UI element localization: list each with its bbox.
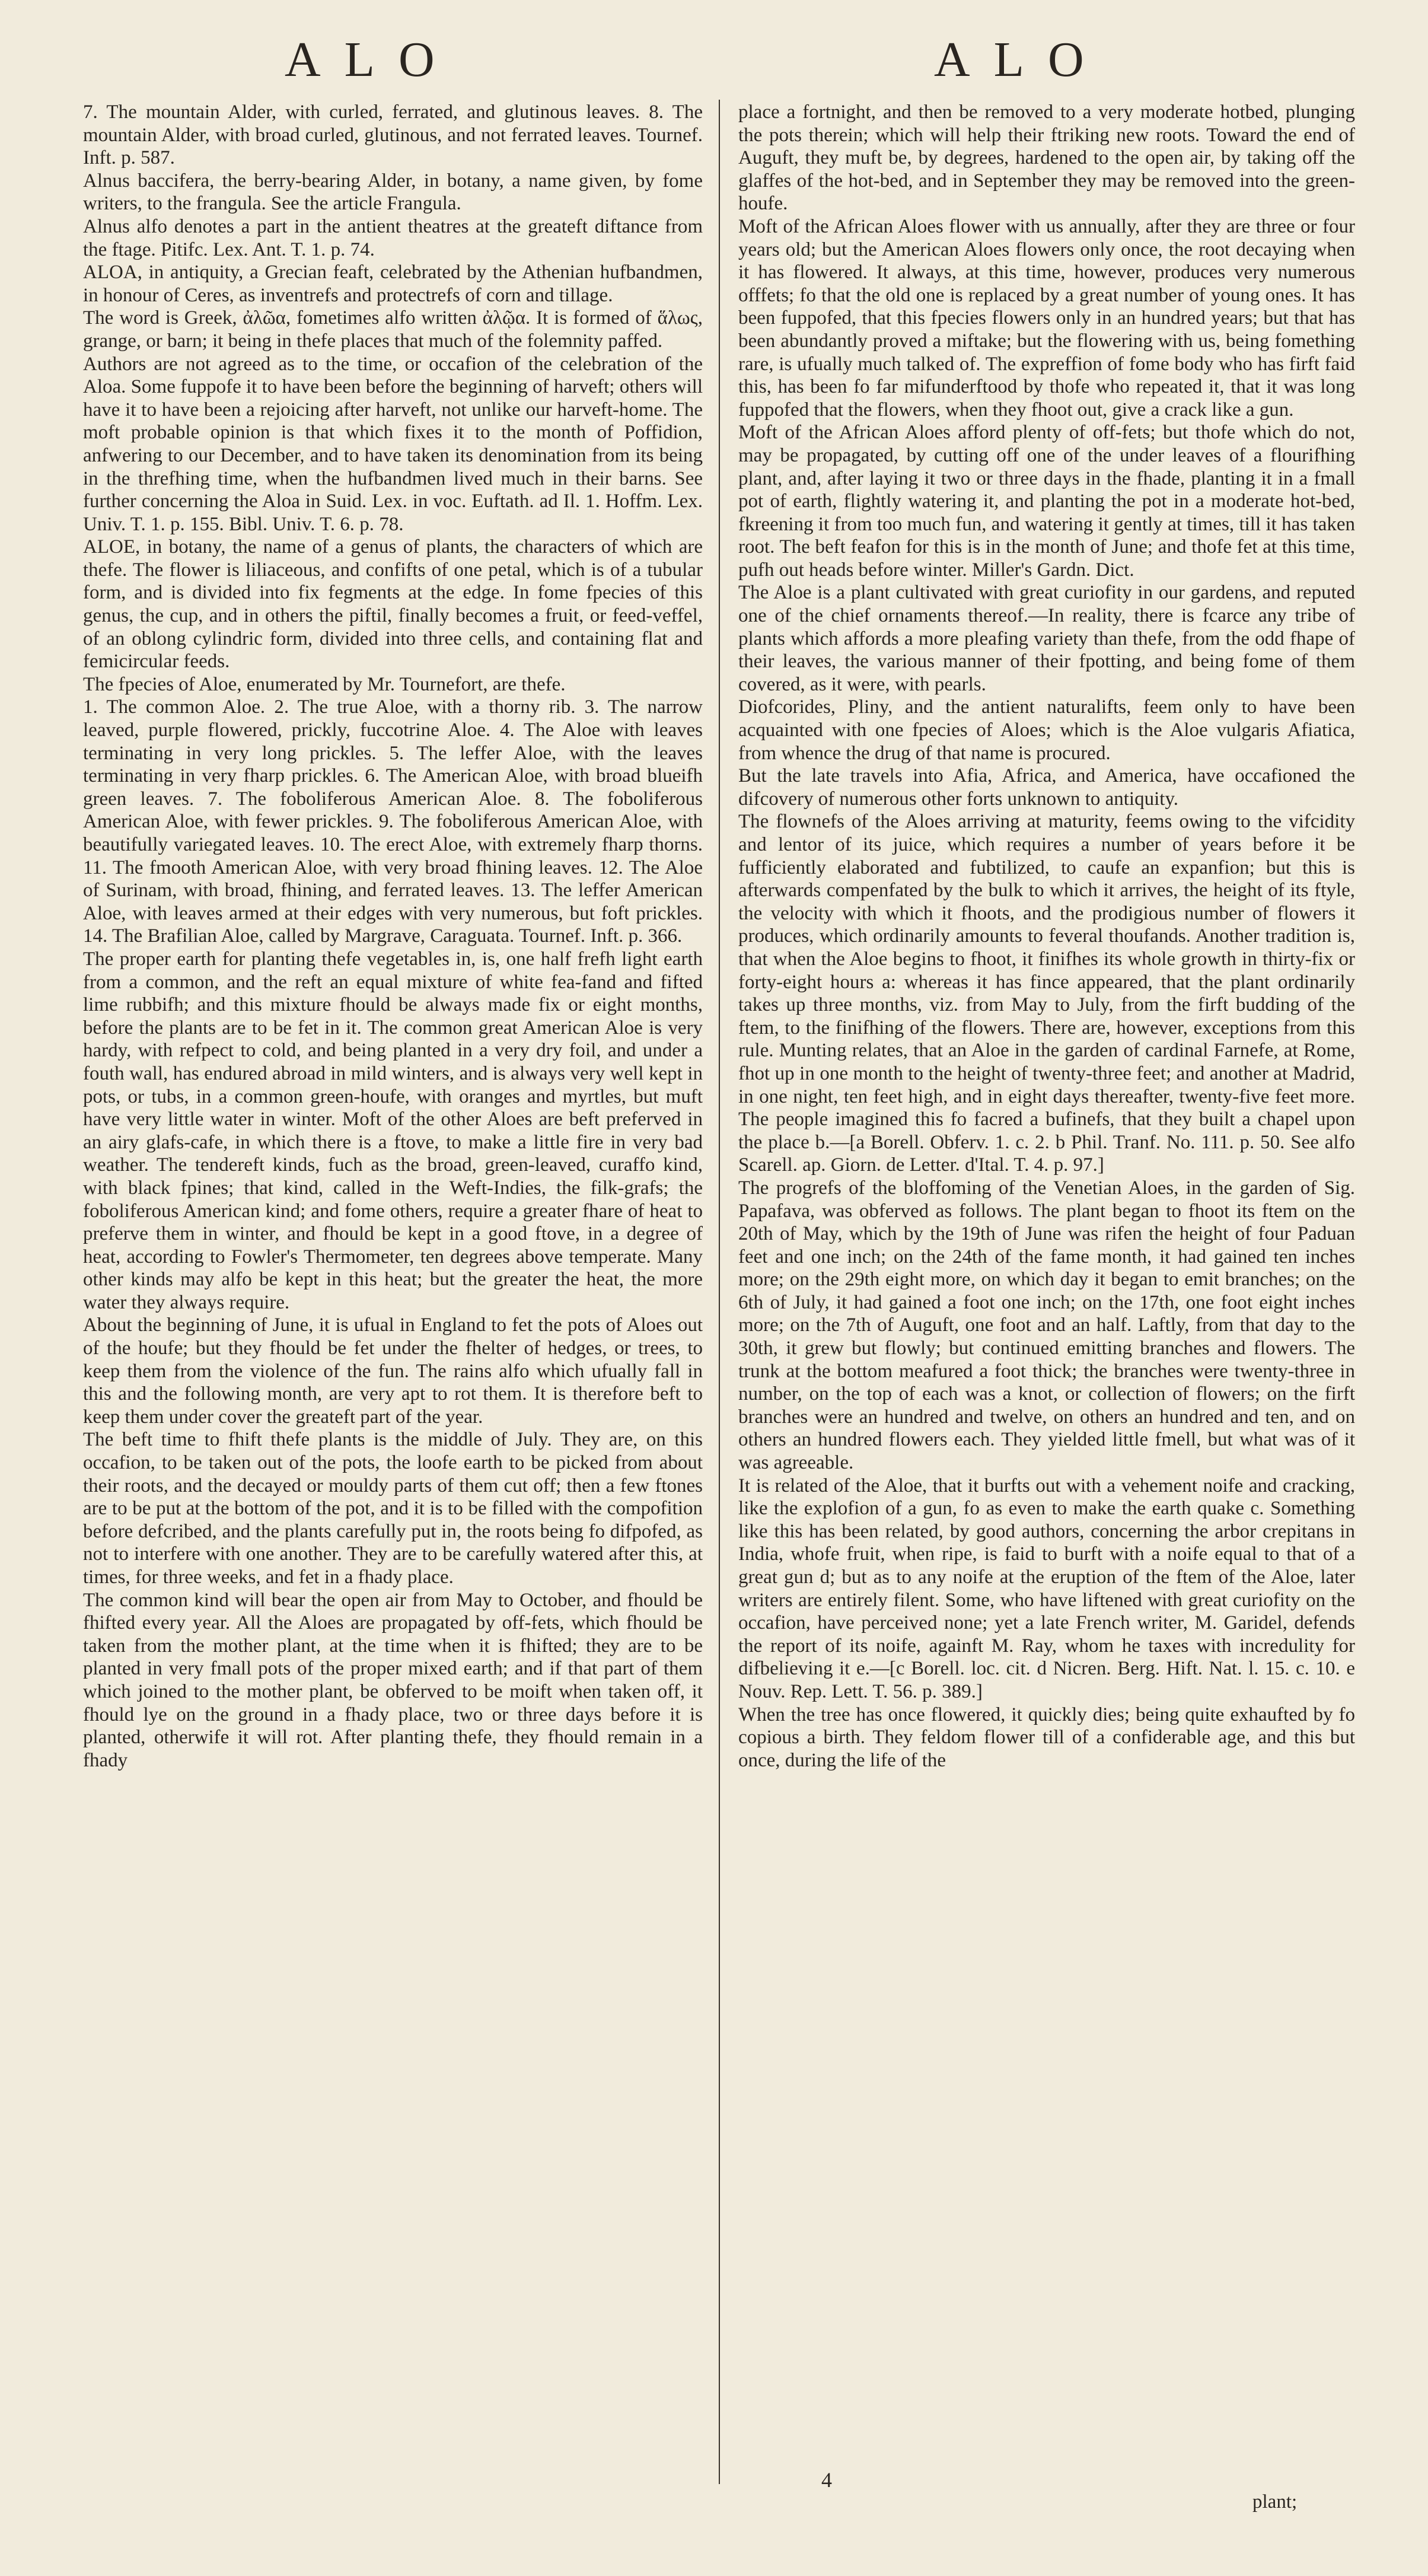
paragraph: Diofcorides, Pliny, and the antient naturalifts, feem only to have been acquainted with one fpecies of Aloes; which is the Aloe vulgaris Afiatica, from whence the drug of that name is procured. [738,696,1355,764]
paragraph: But the late travels into Afia, Africa, and America, have occafioned the difcovery of numerous other forts unknown to antiquity. [738,765,1355,810]
paragraph: ALOE, in botany, the name of a genus of plants, the characters of which are thefe. The flower is liliaceous, and confifts of one petal, which is of a tubular form, and is divided into fix fegments at the edge. In fome fpecies of this genus, the cup, and in others the piftil, finally becomes a fruit, or feed-veffel, of an oblong cylindric form, divided into three cells, and containing flat and femicircular feeds. [83,536,703,673]
paragraph: The fpecies of Aloe, enumerated by Mr. Tournefort, are thefe. [83,673,566,695]
running-head-left: ALO [285,32,458,87]
paragraph: The progrefs of the bloffoming of the Venetian Aloes, in the garden of Sig. Papafava, was obferved as follows. The plant began to fhoot its ftem on the 20th of May, which by the 19th of June was rifen the height of four Paduan feet and one inch; on the 24th of the fame month, it had gained ten inches more; on the 29th eight more, on which day it began to emit branches; on the 6th of July, it had gained a foot one inch; on the 17th, one foot eight inches more; on the 7th of Auguft, one foot and an half. Laftly, from that day to the 30th, it grew but flowly; but continued emitting branches and flowers. The trunk at the bottom meafured a foot thick; the branches were twenty-three in number, on the top of each was a knot, or collection of flowers; on the firft branches were an hundred and twelve, on others an hundred and ten, and on others an hundred flowers each. They yielded little fmell, but what was of it was agreeable. [738,1177,1355,1474]
paragraph: It is related of the Aloe, that it burfts out with a vehement noife and cracking, like the explofion of a gun, fo as even to make the earth quake c. Something like this has been related, by good authors, concerning the arbor crepitans in India, whofe fruit, when ripe, is faid to burft with a noife equal to that of a great gun d; but as to any noife at the eruption of the ftem of the Aloe, later writers are entirely filent. Some, who have liftened with great curiofity on the occafion, have perceived none; yet a late French writer, M. Garidel, defends the report of its noife, againft M. Ray, whom he taxes with incredulity for difbelieving it e.—[c Borell. loc. cit. d Nicren. Berg. Hift. Nat. l. 15. c. 10. e Nouv. Rep. Lett. T. 56. p. 389.] [738,1475,1355,1702]
paragraph: 1. The common Aloe. 2. The true Aloe, with a thorny rib. 3. The narrow leaved, purple flowered, prickly, fuccotrine Aloe. 4. The Aloe with leaves terminating in very long prickles. 5. The leffer Aloe, with the leaves terminating in very fharp prickles. 6. The American Aloe, with broad blueifh green leaves. 7. The foboliferous American Aloe. 8. The foboliferous American Aloe, with fewer prickles. 9. The foboliferous American Aloe, with beautifully variegated leaves. 10. The erect Aloe, with extremely fharp thorns. 11. The fmooth American Aloe, with very broad fhining leaves. 12. The Aloe of Surinam, with broad, fhining, and ferrated leaves. 13. The leffer American Aloe, with leaves armed at their edges with very numerous, but foft prickles. 14. The Brafilian Aloe, called by Margrave, Caraguata. Tournef. Inft. p. 366. [83,696,703,947]
paragraph: When the tree has once flowered, it quickly dies; being quite exhaufted by fo copious a birth. They feldom flower till of a confiderable age, and this but once, during the life of the [738,1703,1355,1771]
left-column [83,101,703,1772]
paragraph: About the beginning of June, it is ufual in England to fet the pots of Aloes out of the houfe; but they fhould be fet under the fhelter of hedges, or trees, to keep them from the violence of the fun. The rains alfo which ufually fall in this and the following month, are very apt to rot them. It is therefore beft to keep them under cover the greateft part of the year. [83,1314,703,1428]
running-head-right: ALO [934,32,1108,87]
paragraph: Authors are not agreed as to the time, or occafion of the celebration of the Aloa. Some fuppofe it to have been before the beginning of harveft; others will have it to have been a rejoicing after harveft, not unlike our harveft-home. The moft probable opinion is that which fixes it to the month of Poffidion, anfwering to our December, and to have taken its denomination from its being in the threfhing time, when the hufbandmen lived much in their barns. See further concerning the Aloa in Suid. Lex. in voc. Euftath. ad Il. 1. Hoffm. Lex. Univ. T. 1. p. 155. Bibl. Univ. T. 6. p. 78. [83,353,703,535]
paragraph: The beft time to fhift thefe plants is the middle of July. They are, on this occafion, to be taken out of the pots, the loofe earth to be picked from about their roots, and the decayed or mouldy parts of them cut off; then a few ftones are to be put at the bottom of the pot, and it is to be filled with the compofition before defcribed, and the plants carefully put in, the roots being fo difpofed, as not to interfere with one another. They are to be carefully watered after this, at times, for three weeks, and fet in a fhady place. [83,1429,703,1588]
paragraph: Alnus alfo denotes a part in the antient theatres at the greateft diftance from the ftage. Pitifc. Lex. Ant. T. 1. p. 74. [83,215,703,260]
page-number: 4 [821,2468,832,2492]
paragraph: The proper earth for planting thefe vegetables in, is, one half frefh light earth from a common, and the reft an equal mixture of white fea-fand and fifted lime rubbifh; and this mixture fhould be always made fix or eight months, before the plants are to be fet in it. The common great American Aloe is very hardy, with refpect to cold, and being planted in a very dry foil, and under a fouth wall, has endured abroad in mild winters, and is always very well kept in pots, or tubs, in a common green-houfe, with oranges and myrtles, but muft have very little water in winter. Moft of the other Aloes are beft preferved in an airy glafs-cafe, in which there is a ftove, to make a little fire in very bad weather. The tendereft kinds, fuch as the broad, green-leaved, curaffo kind, with black fpines; that kind, called in the Weft-Indies, the filk-grafs; the foboliferous American kind; and fome others, require a greater fhare of heat to preferve them in winter, and fhould be kept in a good ftove, in a degree of heat, according to Fowler's Thermometer, ten degrees above temperate. Many other kinds may alfo be kept in this heat; but the greater the heat, the more water they always require. [83,948,703,1313]
paragraph: The word is Greek, ἀλῶα, fometimes alfo written ἀλῷα. It is formed of ἅλως, grange, or barn; it being in thefe places that much of the folemnity paffed. [83,307,703,352]
paragraph: The common kind will bear the open air from May to October, and fhould be fhifted every year. All the Aloes are propagated by off-fets, which fhould be taken from the mother plant, at the time when it is fhifted; they are to be planted in very fmall pots of the proper mixed earth; and if that part of them which joined to the mother plant, be obferved to be moift when taken off, it fhould lye on the ground in a fhady place, two or three days before it is planted, otherwife it will rot. After planting thefe, they fhould remain in a fhady [83,1589,703,1771]
paragraph: Moft of the African Aloes afford plenty of off-fets; but thofe which do not, may be propagated, by cutting off one of the under leaves of a flourifhing plant, and, after laying it two or three days in the fhade, planting it in a fmall pot of earth, flightly watering it, and planting the pot in a moderate hot-bed, fkreening it from too much fun, and watering it gently at times, till it has taken root. The beft feafon for this is in the month of June; and thofe fet at this time, pufh out heads before winter. Miller's Gardn. Dict. [738,422,1355,581]
paragraph: 7. The mountain Alder, with curled, ferrated, and glutinous leaves. 8. The mountain Alder, with broad curled, glutinous, and not ferrated leaves. Tournef. Inft. p. 587. [83,101,703,169]
column-divider [719,100,720,2484]
paragraph: Alnus baccifera, the berry-bearing Alder, in botany, a name given, by fome writers, to the frangula. See the article Frangula. [83,170,703,215]
catchword: plant; [1252,2491,1298,2513]
right-column [738,101,1355,1772]
paragraph: ALOA, in antiquity, a Grecian feaft, celebrated by the Athenian hufbandmen, in honour of Ceres, as inventrefs and protectrefs of corn and tillage. [83,262,703,306]
paragraph: The Aloe is a plant cultivated with great curiofity in our gardens, and reputed one of the chief ornaments thereof.—In reality, there is fcarce any tribe of plants which affords a more pleafing variety than thefe, from the odd fhape of their leaves, the various manner of their fpotting, and being fome of them covered, as it were, with pearls. [738,582,1355,695]
paragraph: The flownefs of the Aloes arriving at maturity, feems owing to the vifcidity and lentor of its juice, which requires a number of years before it be fufficiently elaborated and fubtilized, to caufe an expanfion; but this is afterwards compenfated by the bulk to which it arrives, the height of its ftyle, the velocity with which it fhoots, and the prodigious number of flowers it produces, which ordinarily amounts to feveral thoufands. Another tradition is, that when the Aloe begins to fhoot, it finifhes its whole growth in thirty-fix or forty-eight hours a: whereas it has fince appeared, that the plant ordinarily takes up three months, viz. from May to July, from the firft budding of the ftem, to the finifhing of the flowers. There are, however, exceptions from this rule. Munting relates, that an Aloe in the garden of cardinal Farnefe, at Rome, fhot up in one month to the height of twenty-three feet; and another at Madrid, in one night, ten feet high, and in eight days thereafter, twenty-five feet more. The people imagined this fo facred a bufinefs, that they built a chapel upon the place b.—[a Borell. Obferv. 1. c. 2. b Phil. Tranf. No. 111. p. 50. See alfo Scarell. ap. Giorn. de Letter. d'Ital. T. 4. p. 97.] [738,811,1355,1176]
paragraph: Moft of the African Aloes flower with us annually, after they are three or four years old; but the American Aloes flowers only once, the root decaying when it has flowered. It always, at this time, however, produces very numerous offfets; fo that the old one is replaced by a great number of young ones. It has been fuppofed, that this fpecies flowers only in an hundred years; but that has been abundantly proved a miftake; but the flowering with us, being fomething rare, is ufually much talked of. The expreffion of fome body who has firft faid this, has been fo far mifunderftood by thofe who repeated it, that it was long fuppofed that the flowers, when they fhoot out, give a crack like a gun. [738,215,1355,421]
paragraph: place a fortnight, and then be removed to a very moderate hotbed, plunging the pots therein; which will help their ftriking new roots. Toward the end of Auguft, they muft be, by degrees, hardened to the open air, by taking off the glaffes of the hot-bed, and in September they may be removed into the green-houfe. [738,101,1355,215]
